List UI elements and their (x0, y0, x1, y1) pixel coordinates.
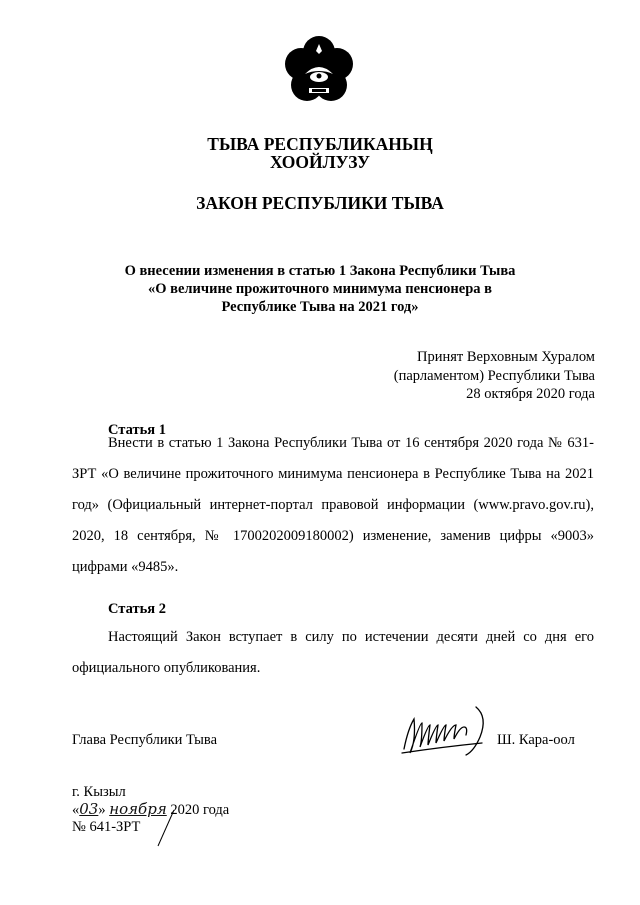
date-year: 2020 года (170, 802, 230, 818)
tuva-coat-of-arms-icon (279, 30, 359, 110)
article-2-text: Настоящий Закон вступает в силу по истечении десяти дней со дня его официального опубликования. (72, 629, 594, 676)
subject-line-1: О внесении изменения в статью 1 Закона Республики Тыва (124, 263, 516, 279)
header-line-2: ХООЙЛУЗУ (270, 152, 370, 172)
article-1-title: Статья 1 (108, 422, 166, 438)
signatory-role: Глава Республики Тыва (72, 732, 218, 748)
quote-open: « (72, 802, 80, 818)
article-1-text: Внести в статью 1 Закона Республики Тыва от 16 сентября 2020 года № 631-ЗРТ «О величине прожиточного минимума пенсионера в Республике Тыва на 2021 год» (Официальный интернет-портал правовой информации (www.pravo.gov.ru), 2020, 18 сентября, № 1700202009180002) изменение, заменив цифры «9003» цифрами «9485». (72, 435, 594, 575)
adopted-line-2: (парламентом) Республики Тыва (393, 367, 595, 384)
signatory-name: Ш. Кара-оол (497, 732, 575, 748)
subject-line-3: Республике Тыва на 2021 год» (221, 299, 419, 315)
subject-line-2: «О величине прожиточного минимума пенсионера в (148, 281, 492, 297)
date-day: 03 (79, 800, 99, 818)
adopted-line-3: 28 октября 2020 года (466, 386, 595, 402)
adopted-line-1: Принят Верховным Хуралом (417, 349, 595, 365)
handwritten-signature-icon (398, 703, 498, 765)
article-2-title: Статья 2 (108, 601, 166, 617)
pen-stroke-icon (150, 808, 180, 848)
header-line-1: ТЫВА РЕСПУБЛИКАНЫҢ (207, 134, 433, 154)
law-number: № 641-ЗРТ (72, 819, 141, 835)
date-month: ноября (109, 800, 167, 818)
law-subject (60, 262, 580, 316)
law-title: ЗАКОН РЕСПУБЛИКИ ТЫВА (196, 193, 444, 213)
quote-close: » (98, 802, 106, 818)
city: г. Кызыл (72, 784, 126, 800)
adoption-info (394, 348, 595, 404)
